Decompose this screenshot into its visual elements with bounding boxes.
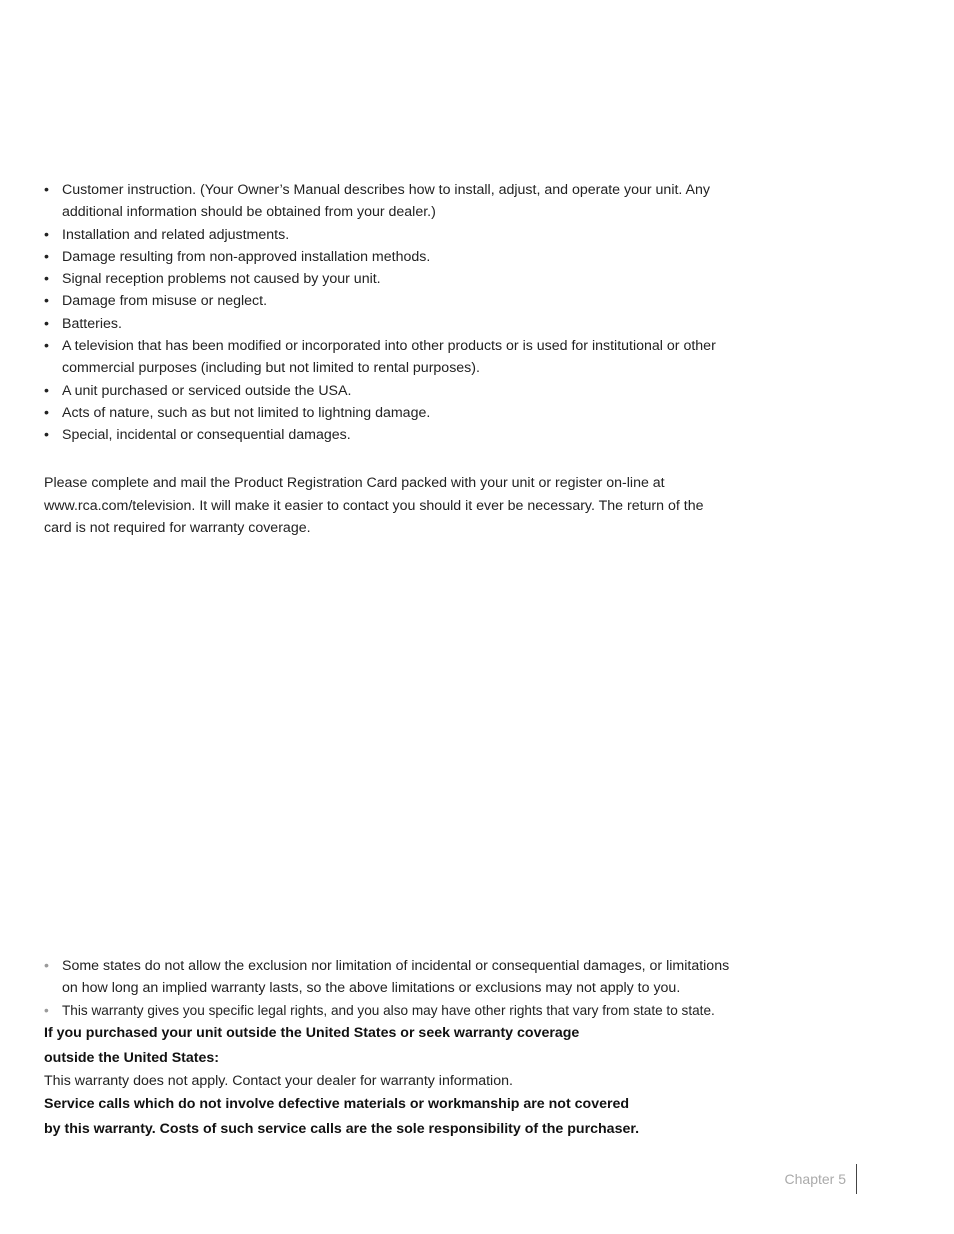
list-item: • Damage resulting from non-approved installation methods. bbox=[44, 246, 744, 268]
list-item: • Signal reception problems not caused by your unit. bbox=[44, 268, 744, 290]
warranty-exclusions-list bbox=[44, 179, 744, 447]
list-item: • Damage from misuse or neglect. bbox=[44, 290, 744, 312]
list-item: • This warranty gives you specific legal rights, and you also may have other rights that vary from state to state. bbox=[44, 1000, 744, 1022]
list-item: • Batteries. bbox=[44, 313, 744, 335]
outside-us-heading-line: If you purchased your unit outside the United States or seek warranty coverage bbox=[44, 1025, 580, 1041]
service-calls-notice bbox=[44, 1092, 744, 1141]
state-rights-list bbox=[44, 955, 744, 1022]
outside-us-heading-line: outside the United States: bbox=[44, 1049, 219, 1066]
chapter-label: Chapter 5 bbox=[784, 1171, 846, 1187]
service-calls-line: Service calls which do not involve defective materials or workmanship are not covered bbox=[44, 1096, 630, 1112]
list-item: • Some states do not allow the exclusion nor limitation of incidental or consequential damages, or limitations on how long an implied warranty lasts, so the above limitations or exclusions may not apply to you. bbox=[44, 955, 744, 1000]
list-item: • Acts of nature, such as but not limited to lightning damage. bbox=[44, 402, 744, 424]
outside-us-text: This warranty does not apply. Contact your dealer for warranty information. bbox=[44, 1073, 513, 1089]
service-calls-line: by this warranty. Costs of such service calls are the sole responsibility of the purchaser. bbox=[44, 1120, 640, 1137]
list-item: • A television that has been modified or incorporated into other products or is used for institutional or other commercial purposes (including but not limited to rental purposes). bbox=[44, 335, 744, 380]
list-item: • A unit purchased or serviced outside the USA. bbox=[44, 380, 744, 402]
footer-divider bbox=[856, 1164, 857, 1194]
list-item: • Customer instruction. (Your Owner’s Manual describes how to install, adjust, and operate your unit. Any additional information should be obtained from your dealer.) bbox=[44, 179, 744, 224]
list-item: • Special, incidental or consequential damages. bbox=[44, 424, 744, 446]
registration-paragraph: Please complete and mail the Product Registration Card packed with your unit or register on-line at www.rca.com/television. It will make it easier to contact you should it ever be necessary. The return of the card is not required for warranty coverage. bbox=[44, 475, 704, 537]
outside-us-heading bbox=[44, 1021, 744, 1070]
list-item: • Installation and related adjustments. bbox=[44, 224, 744, 246]
